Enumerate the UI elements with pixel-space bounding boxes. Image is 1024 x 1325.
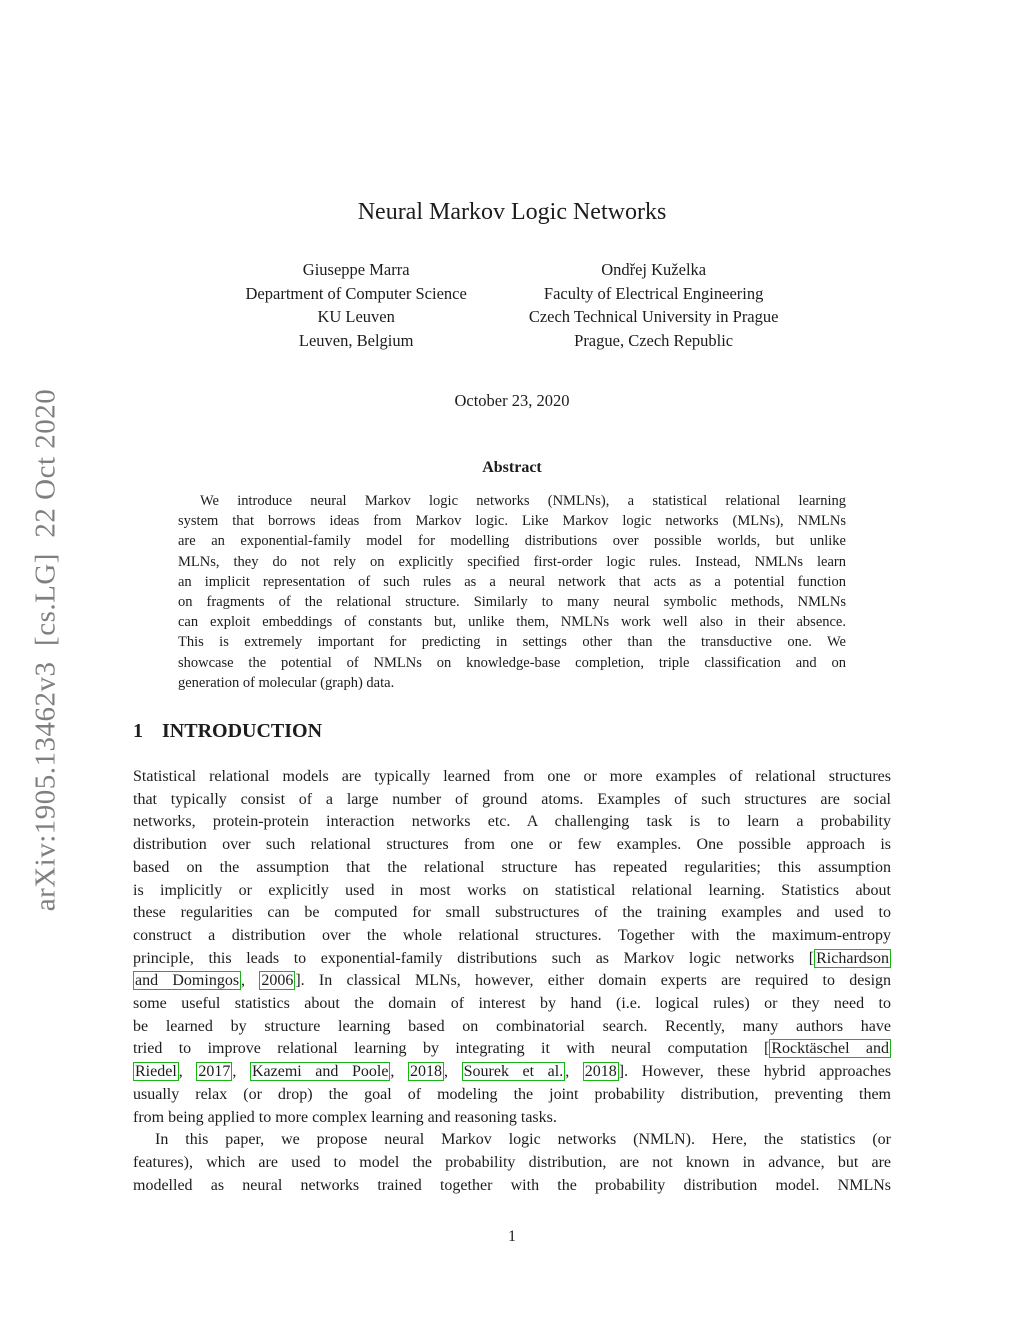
section-number: 1 [133,720,143,743]
author-1 [246,258,467,352]
text-line [178,511,846,531]
author-affiliation: Leuven, Belgium [298,330,414,350]
citation-link[interactable]: 2018 [410,1063,443,1081]
text-line [133,925,891,948]
text-segment: In this paper, we propose neural Markov logic networks (NMLN). Here, the statistics (or [155,1131,891,1149]
text-line [133,1084,891,1107]
citation-link[interactable]: Richardson [816,949,889,967]
author-name: Giuseppe Marra [302,260,410,279]
text-line [133,811,891,834]
arxiv-watermark: arXiv:1905.13462v3 [cs.LG] 22 Oct 2020 [29,388,62,912]
text-line [178,552,846,572]
citation-link[interactable]: Sourek et al. [463,1063,564,1081]
text-segment: ]. However, these hybrid approaches [618,1063,892,1081]
text-line [133,1175,891,1198]
text-line [178,531,846,551]
text-segment: networks, protein-protein interaction networks etc. A challenging task is to learn a probability [133,813,891,831]
paper-content [133,0,891,1197]
text-segment: MLNs, they do not rely on explicitly specified first-order logic rules. Instead, NMLNs learn [178,553,846,570]
text-line [178,653,846,673]
author-name: Ondřej Kuželka [601,260,707,279]
text-line [133,1016,891,1039]
author-affiliation: Faculty of Electrical Engineering [543,283,764,303]
text-segment: on fragments of the relational structure. Similarly to many neural symbolic methods, NMLNs [178,594,846,611]
text-line [133,1038,891,1061]
text-line [178,612,846,632]
abstract-text [178,491,846,693]
text-line [133,789,891,812]
section-heading [133,721,891,741]
text-segment: , [178,1063,197,1081]
citation-link[interactable]: Rocktäschel and [771,1040,890,1058]
text-segment: distribution over such relational structures from one or few examples. One possible approach is [133,836,891,854]
text-segment: that typically consist of a large number of ground atoms. Examples of such structures are social [133,790,891,808]
text-segment: modelled as neural networks trained together with the probability distribution model. NMLNs [133,1176,891,1194]
text-segment: some useful statistics about the domain of interest by hand (i.e. logical rules) or they need to [133,995,891,1013]
text-line [133,1061,891,1084]
text-line [133,948,891,971]
text-segment: be learned by structure learning based on combinatorial search. Recently, many authors have [133,1017,891,1035]
author-affiliation: Czech Technical University in Prague [528,307,779,326]
text-line [133,993,891,1016]
author-affiliation: Prague, Czech Republic [574,330,734,350]
text-segment: system that borrows ideas from Markov logic. Like Markov logic networks (MLNs), NMLNs [178,513,846,530]
citation-link[interactable]: and Domingos [135,972,240,990]
paper-title: Neural Markov Logic Networks [357,199,667,225]
text-line [178,592,846,612]
text-segment: based on the assumption that the relational structure has repeated regularities; this assumption [133,858,891,876]
text-segment: , [565,1063,583,1081]
text-segment: these regularities can be computed for small substructures of the training examples and used to [133,904,891,922]
author-2 [529,258,779,352]
text-segment: , [444,1063,462,1081]
citation-link[interactable]: 2017 [198,1063,231,1081]
text-segment: principle, this leads to exponential-family distributions such as Markov logic networks [ [133,949,815,967]
paper-date: October 23, 2020 [454,391,570,410]
text-segment: from being applied to more complex learning and reasoning tasks. [133,1108,557,1126]
text-segment: features), which are used to model the probability distribution, are not known in advance, but are [133,1153,891,1171]
text-segment: tried to improve relational learning by integrating it with neural computation [ [133,1040,770,1058]
text-segment: We introduce neural Markov logic networks (NMLNs), a statistical relational learning [200,493,846,509]
author-block [133,258,891,352]
text-segment: showcase the potential of NMLNs on knowledge-base completion, triple classification and on [178,654,846,671]
text-segment: , [241,972,260,990]
author-affiliation: KU Leuven [317,307,395,326]
text-line [178,572,846,592]
text-segment: , [232,1063,250,1081]
text-segment: construct a distribution over the whole relational structures. Together with the maximum-entropy [133,926,891,944]
abstract-heading: Abstract [482,459,542,476]
section-title: INTRODUCTION [162,720,323,743]
text-segment: , [390,1063,409,1081]
text-segment: This is extremely important for predicting in settings other than the transductive one. We [178,634,846,651]
citation-link[interactable]: 2018 [584,1063,617,1081]
text-line [133,766,891,789]
text-segment: ]. In classical MLNs, however, either domain experts are required to design [295,972,892,990]
citation-link[interactable]: 2006 [261,972,294,990]
author-affiliation: Department of Computer Science [245,283,467,303]
text-line [178,673,846,693]
text-segment: are an exponential-family model for modelling distributions over possible worlds, but unlike [178,533,846,550]
text-line [133,902,891,925]
text-segment: can exploit embeddings of constants but, unlike them, NMLNs work well also in their absence. [178,614,846,631]
introduction-text [133,766,891,1197]
text-line [133,1107,891,1130]
text-line [178,632,846,652]
text-line [133,880,891,903]
text-line [133,1129,891,1152]
page-number: 1 [508,1228,516,1245]
text-line [133,834,891,857]
citation-link[interactable]: Riedel [135,1063,177,1081]
text-segment: Statistical relational models are typically learned from one or more examples of relational structures [133,768,891,786]
text-segment: an implicit representation of such rules as a neural network that acts as a potential function [178,573,846,590]
text-segment: generation of molecular (graph) data. [178,674,395,691]
text-line [178,491,846,511]
text-line [133,857,891,880]
text-line [133,1152,891,1175]
text-segment: usually relax (or drop) the goal of modeling the joint probability distribution, preventing them [133,1085,891,1103]
citation-link[interactable]: Kazemi and Poole [251,1063,389,1081]
text-line [133,970,891,993]
text-segment: is implicitly or explicitly used in most works on statistical relational learning. Statistics about [133,881,891,899]
